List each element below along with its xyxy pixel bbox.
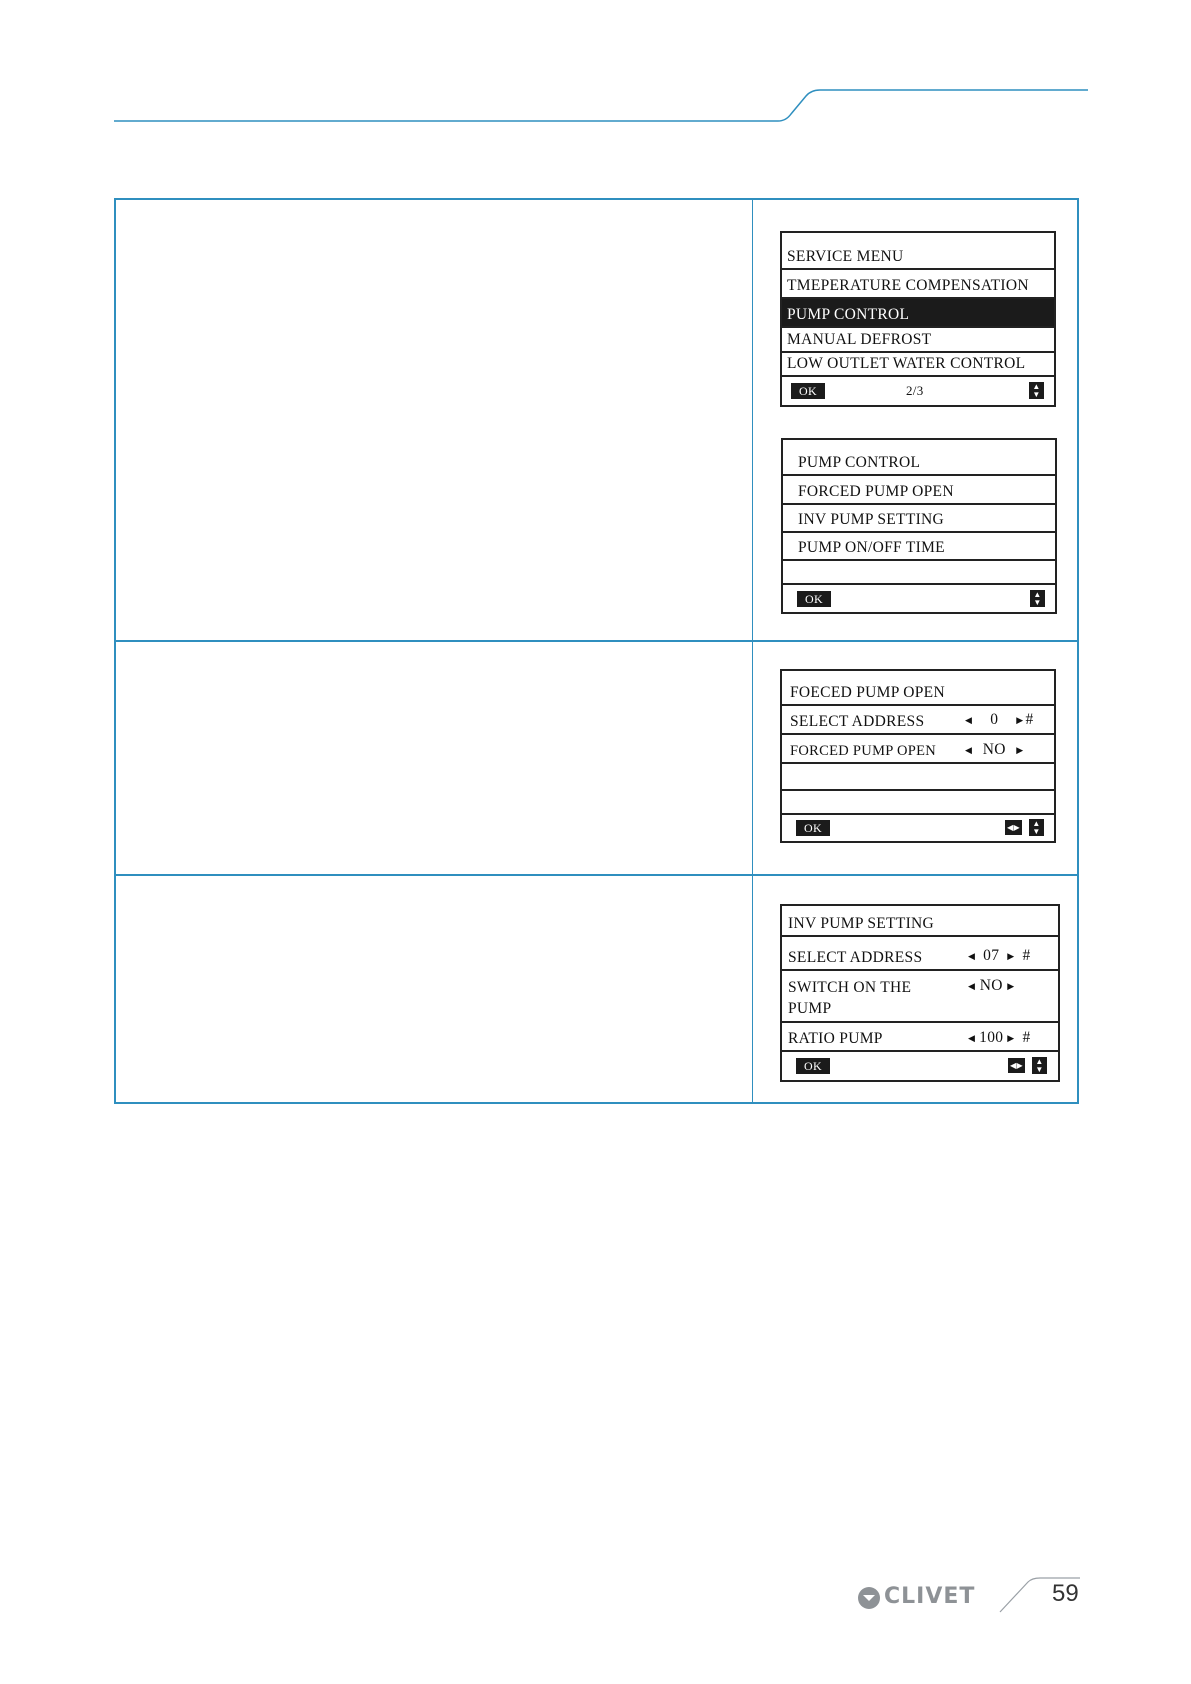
menu-item-empty	[783, 561, 1055, 585]
ok-button[interactable]: OK	[791, 383, 825, 399]
up-down-arrows-icon[interactable]: ▲ ▼	[1029, 382, 1044, 399]
left-right-arrows-icon[interactable]: ◀▶	[1005, 820, 1022, 835]
brand-logo-text: CLIVET	[884, 1584, 976, 1609]
address-selector[interactable]: ◀ 0 ▶ #	[965, 711, 1034, 728]
screen-footer	[782, 377, 1054, 405]
brand-logo-icon	[858, 1587, 880, 1609]
screen-title: FOECED PUMP OPEN	[782, 671, 1054, 706]
setting-row[interactable]	[782, 971, 1058, 1023]
screen-title: SERVICE MENU	[782, 233, 1054, 270]
switch-pump-toggle[interactable]: ◀ NO ▶	[968, 977, 1015, 994]
ok-button[interactable]: OK	[796, 820, 830, 836]
page-indicator: 2/3	[906, 383, 924, 398]
text-cell	[116, 642, 752, 874]
empty-row	[782, 764, 1054, 791]
screen-title: INV PUMP SETTING	[782, 906, 1058, 937]
empty-row	[782, 791, 1054, 815]
left-right-arrows-icon[interactable]: ◀▶	[1008, 1058, 1025, 1073]
header-rule	[0, 0, 1191, 140]
left-arrow-icon[interactable]: ◀	[968, 980, 976, 991]
setting-row[interactable]: RATIO PUMP ◀ 100 ▶ #	[782, 1023, 1058, 1052]
text-cell	[116, 876, 752, 1102]
forced-open-toggle[interactable]: ◀ NO ▶	[965, 741, 1024, 758]
menu-item[interactable]: INV PUMP SETTING	[783, 505, 1055, 533]
menu-item[interactable]: LOW OUTLET WATER CONTROL	[782, 353, 1054, 377]
left-arrow-icon[interactable]: ◀	[965, 744, 973, 755]
setting-row[interactable]: FORCED PUMP OPEN ◀ NO ▶	[782, 735, 1054, 764]
menu-item[interactable]: PUMP ON/OFF TIME	[783, 533, 1055, 561]
setting-row[interactable]: SELECT ADDRESS ◀ 07 ▶ #	[782, 937, 1058, 971]
up-down-arrows-icon[interactable]: ▲ ▼	[1030, 590, 1045, 607]
up-down-arrows-icon[interactable]: ▲ ▼	[1029, 819, 1044, 836]
menu-item[interactable]: MANUAL DEFROST	[782, 328, 1054, 353]
table-row	[116, 642, 1077, 876]
switch-pump-label: SWITCH ON THE PUMP	[788, 979, 912, 1017]
instruction-table	[114, 198, 1079, 1104]
menu-item[interactable]: FORCED PUMP OPEN	[783, 476, 1055, 505]
screen-footer	[783, 585, 1055, 612]
left-arrow-icon[interactable]: ◀	[965, 714, 973, 725]
ok-button[interactable]: OK	[797, 591, 831, 607]
table-row	[116, 200, 1077, 642]
screen-footer	[782, 1052, 1058, 1080]
pump-control-screen	[781, 438, 1057, 614]
service-menu-screen	[780, 231, 1056, 407]
page-number: 59	[1052, 1580, 1079, 1607]
address-selector[interactable]: ◀ 07 ▶ #	[968, 947, 1031, 964]
page-footer	[0, 1560, 1191, 1684]
left-arrow-icon[interactable]: ◀	[968, 950, 976, 961]
right-arrow-icon[interactable]: ▶	[1007, 950, 1015, 961]
ok-button[interactable]: OK	[796, 1058, 830, 1074]
screen-title: PUMP CONTROL	[783, 440, 1055, 476]
up-down-arrows-icon[interactable]: ▲ ▼	[1032, 1057, 1047, 1074]
right-arrow-icon[interactable]: ▶	[1016, 714, 1024, 725]
inv-pump-setting-screen	[780, 904, 1060, 1082]
setting-row[interactable]: SELECT ADDRESS ◀ 0 ▶ #	[782, 706, 1054, 735]
right-arrow-icon[interactable]: ▶	[1016, 744, 1024, 755]
ratio-selector[interactable]: ◀ 100 ▶ #	[968, 1029, 1031, 1046]
right-arrow-icon[interactable]: ▶	[1007, 1032, 1015, 1043]
left-arrow-icon[interactable]: ◀	[968, 1032, 976, 1043]
right-arrow-icon[interactable]: ▶	[1007, 980, 1015, 991]
menu-item[interactable]: TMEPERATURE COMPENSATION	[782, 270, 1054, 299]
menu-item-selected[interactable]: PUMP CONTROL	[782, 299, 1054, 328]
footer-rule	[0, 1560, 1191, 1684]
text-cell	[116, 200, 752, 640]
forced-pump-open-screen	[780, 669, 1056, 843]
table-row	[116, 876, 1077, 1102]
screen-footer	[782, 815, 1054, 841]
